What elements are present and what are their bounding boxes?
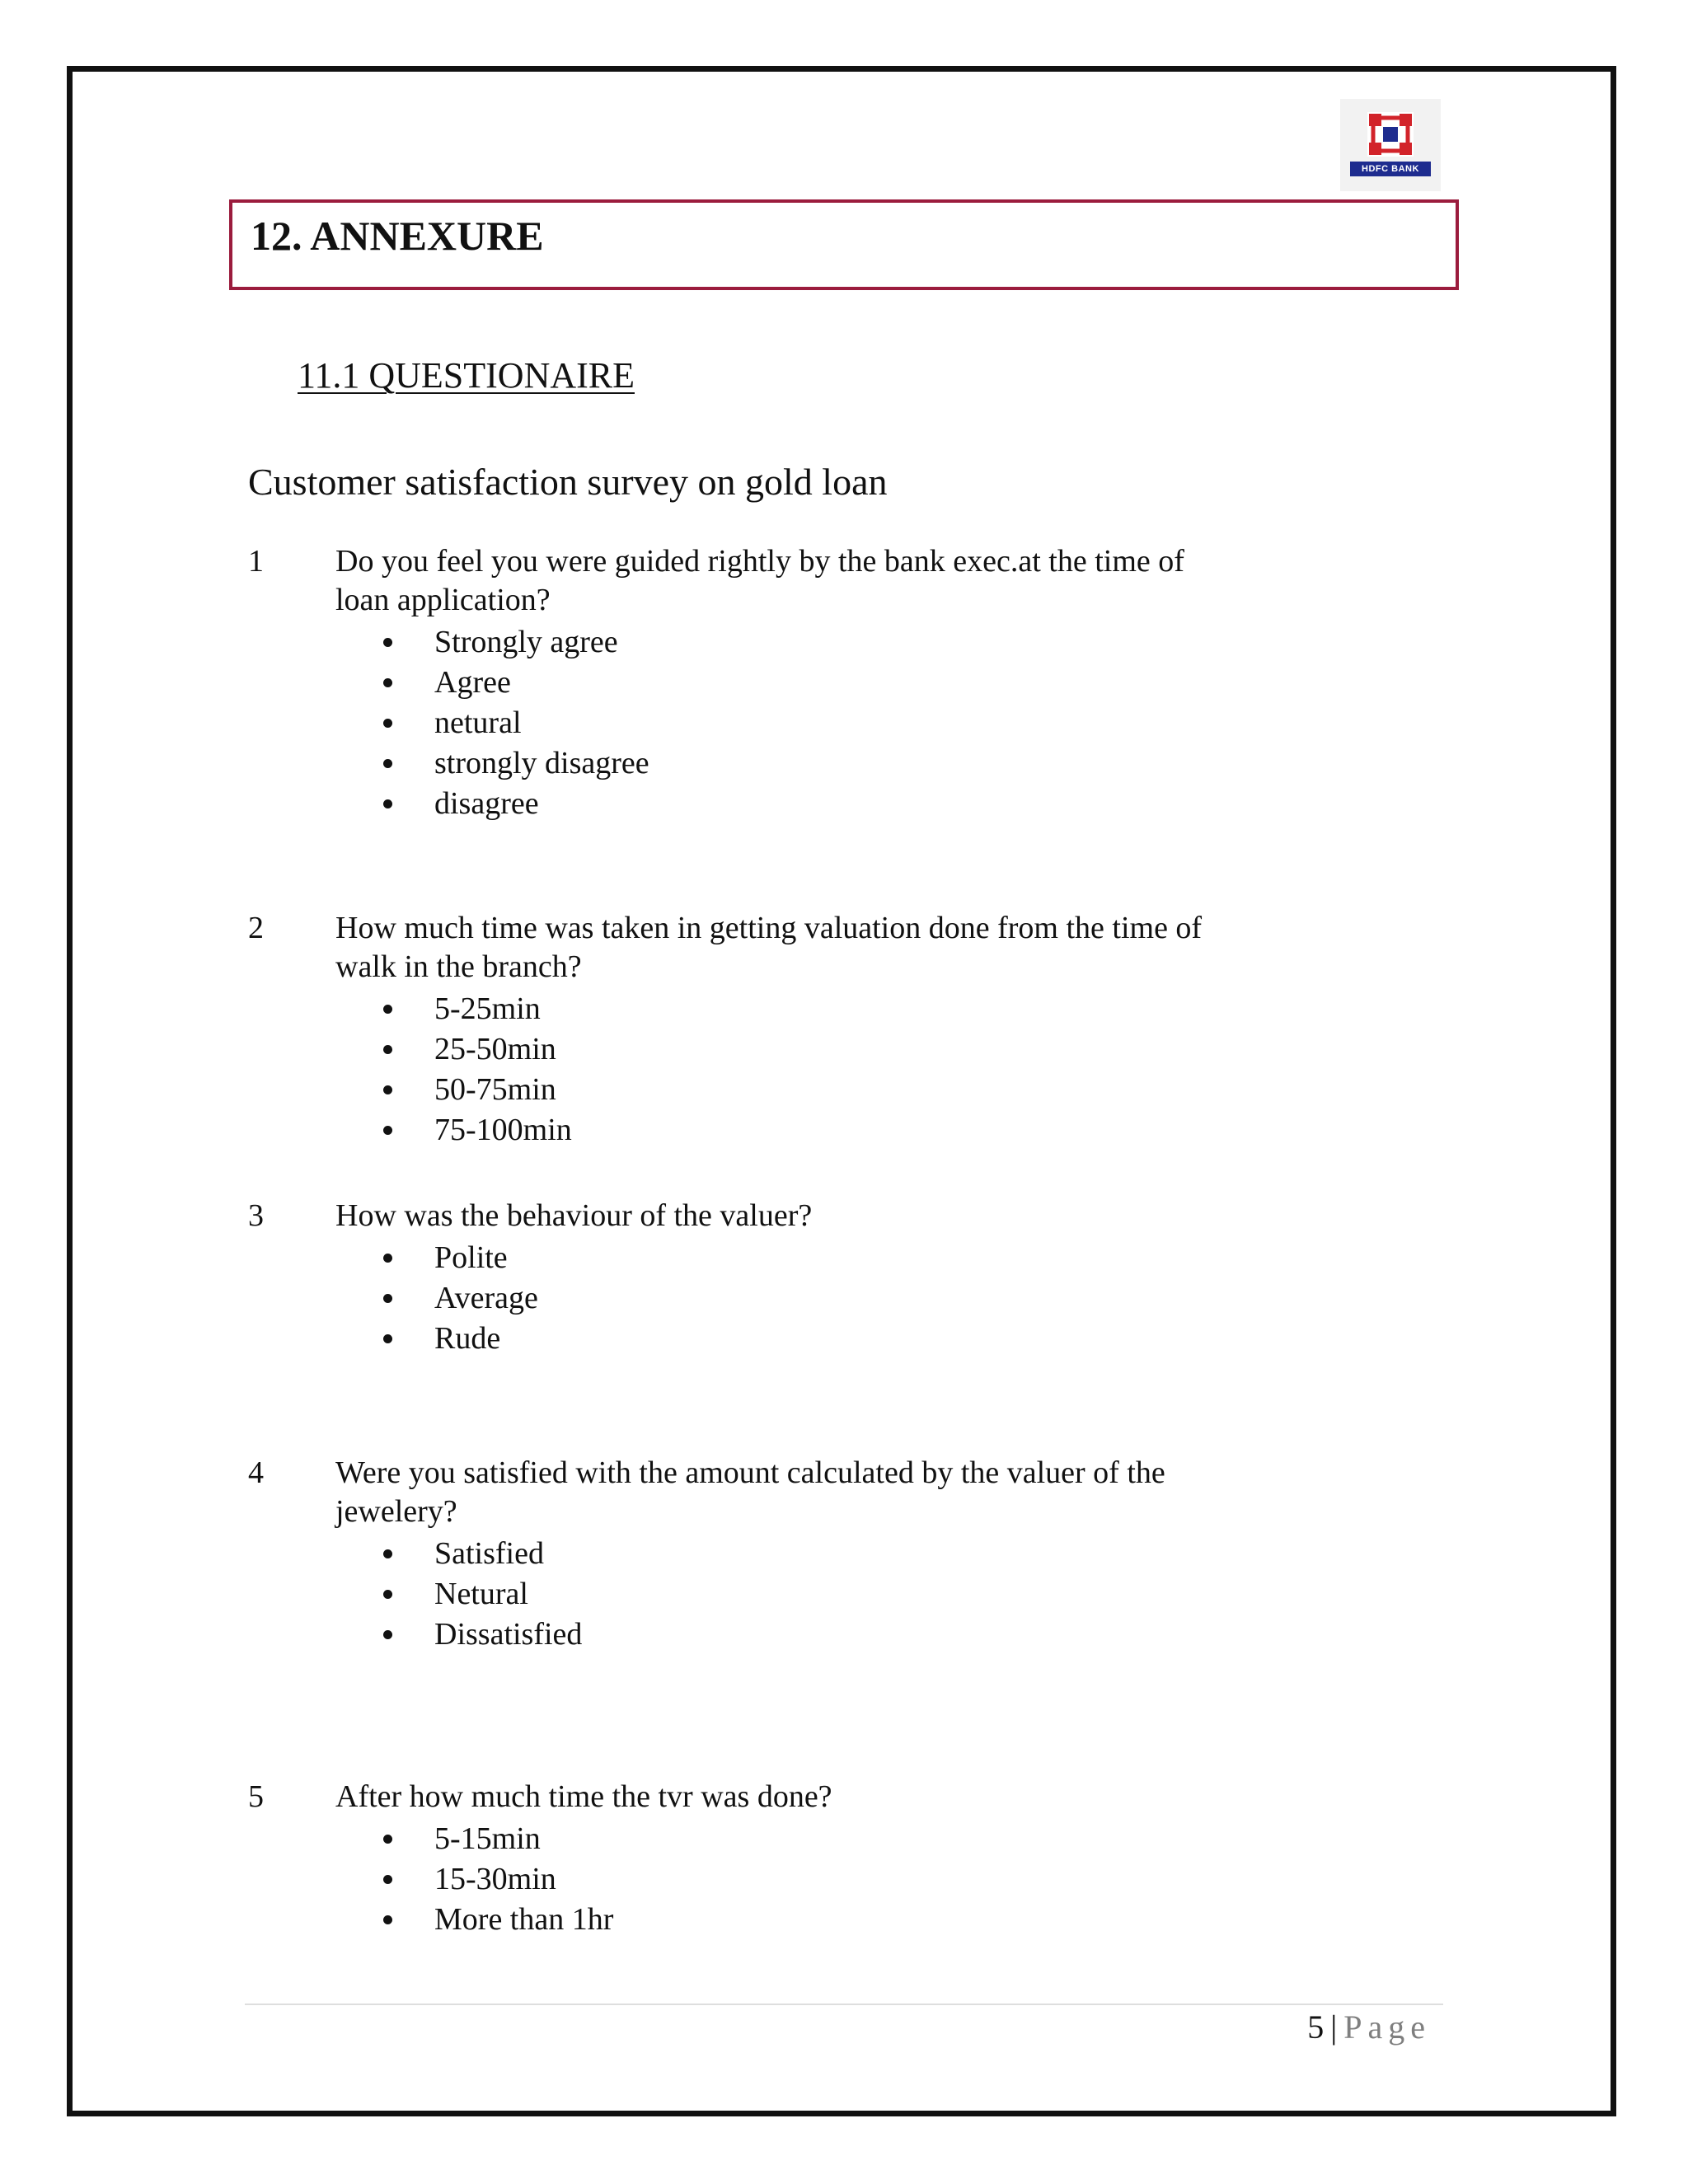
option-label: disagree <box>434 786 539 821</box>
option-item <box>383 743 649 784</box>
bullet-icon <box>383 1254 392 1263</box>
bullet-icon <box>383 1835 392 1844</box>
bullet-icon <box>383 1590 392 1599</box>
question-text: Were you satisfied with the amount calculated by the valuer of the jewelery? <box>335 1455 1165 1529</box>
annexure-heading-box <box>229 199 1459 290</box>
question-number: 1 <box>248 544 264 579</box>
option-list <box>383 1238 538 1359</box>
page-footer <box>1307 2008 1431 2047</box>
bullet-icon <box>383 759 392 768</box>
option-label: 5-15min <box>434 1821 541 1856</box>
option-item <box>383 1534 582 1574</box>
bullet-icon <box>383 1294 392 1303</box>
option-item <box>383 703 649 743</box>
section-subheading: 11.1 QUESTIONAIRE <box>298 355 635 396</box>
option-label: Dissatisfied <box>434 1617 583 1652</box>
bullet-icon <box>383 799 392 808</box>
option-item <box>383 1278 538 1319</box>
option-label: Satisfied <box>434 1536 544 1571</box>
bullet-icon <box>383 1630 392 1639</box>
bullet-icon <box>383 678 392 687</box>
option-label: Polite <box>434 1240 508 1275</box>
option-label: 50-75min <box>434 1072 556 1107</box>
bullet-icon <box>383 719 392 728</box>
question-number: 5 <box>248 1779 264 1814</box>
option-item <box>383 1900 613 1940</box>
survey-title: Customer satisfaction survey on gold loan <box>248 461 888 503</box>
question-text: How was the behaviour of the valuer? <box>335 1198 813 1233</box>
option-item <box>383 1859 613 1900</box>
option-label: 15-30min <box>434 1862 556 1896</box>
option-item <box>383 1070 572 1110</box>
option-label: Netural <box>434 1577 528 1611</box>
bullet-icon <box>383 1126 392 1135</box>
option-item <box>383 1110 572 1151</box>
logo-wordmark: HDFC BANK <box>1350 162 1431 176</box>
hdfc-bank-logo <box>1340 99 1441 191</box>
option-label: Rude <box>434 1321 501 1356</box>
option-item <box>383 663 649 703</box>
question-number: 3 <box>248 1198 264 1233</box>
bullet-icon <box>383 1334 392 1343</box>
bullet-icon <box>383 1549 392 1558</box>
bullet-icon <box>383 1045 392 1054</box>
option-label: Agree <box>434 665 511 700</box>
hdfc-logo-icon <box>1367 112 1414 157</box>
bullet-icon <box>383 1875 392 1884</box>
option-item <box>383 784 649 824</box>
option-label: 5-25min <box>434 991 541 1026</box>
option-label: Average <box>434 1281 538 1315</box>
page-title: 12. ANNEXURE <box>251 213 544 259</box>
question-text: How much time was taken in getting valuation done from the time of walk in the branch? <box>335 911 1203 984</box>
option-item <box>383 1819 613 1859</box>
page-label: Page <box>1343 2008 1431 2046</box>
option-item <box>383 1238 538 1278</box>
question-number: 2 <box>248 911 264 945</box>
option-list <box>383 622 649 824</box>
bullet-icon <box>383 1005 392 1014</box>
option-item <box>383 1574 582 1615</box>
option-label: More than 1hr <box>434 1902 614 1937</box>
footer-divider <box>245 2004 1443 2005</box>
question-text: Do you feel you were guided rightly by the bank exec.at the time of loan application? <box>335 544 1184 617</box>
option-label: netural <box>434 705 522 740</box>
page-separator: | <box>1330 2008 1338 2046</box>
question-number: 4 <box>248 1455 264 1490</box>
option-item <box>383 989 572 1029</box>
option-label: strongly disagree <box>434 746 649 780</box>
option-item <box>383 1319 538 1359</box>
option-item <box>383 1029 572 1070</box>
bullet-icon <box>383 1085 392 1094</box>
option-item <box>383 1615 582 1655</box>
option-label: 75-100min <box>434 1113 572 1147</box>
page-number: 5 <box>1307 2008 1325 2046</box>
option-item <box>383 622 649 663</box>
bullet-icon <box>383 638 392 647</box>
option-label: Strongly agree <box>434 625 618 659</box>
option-list <box>383 1534 582 1655</box>
bullet-icon <box>383 1915 392 1924</box>
question-text: After how much time the tvr was done? <box>335 1779 832 1814</box>
option-label: 25-50min <box>434 1032 556 1066</box>
option-list <box>383 989 572 1151</box>
option-list <box>383 1819 613 1940</box>
